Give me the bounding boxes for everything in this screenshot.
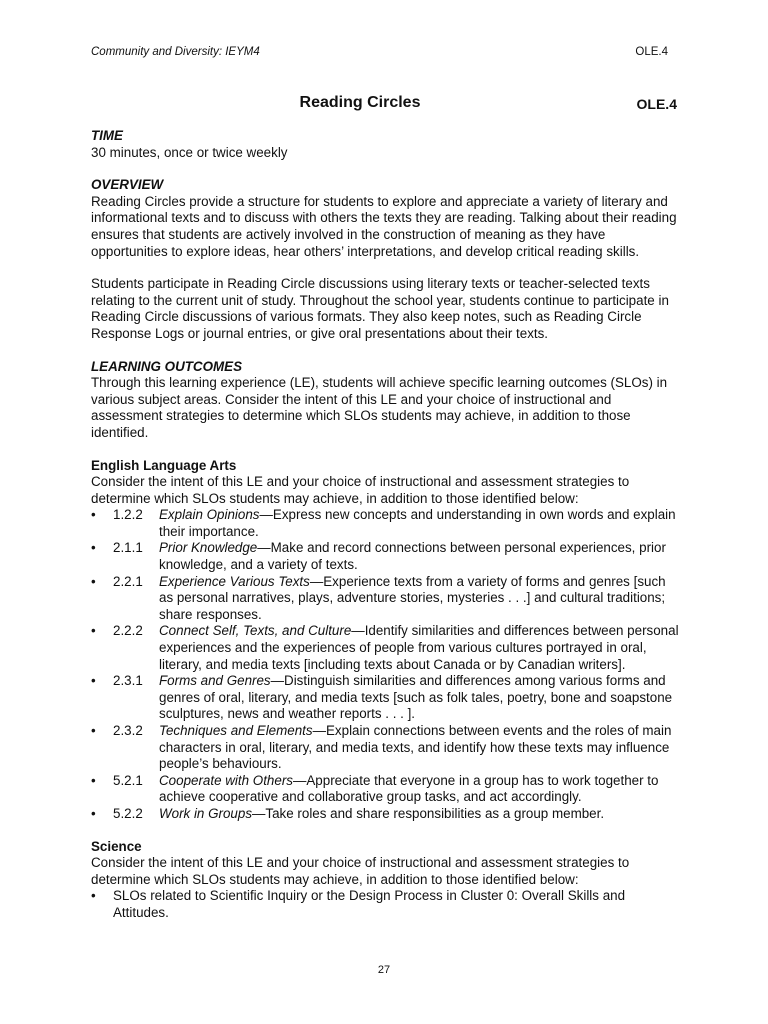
science-section (91, 839, 681, 922)
outcome-text: —Experience texts from a variety of forms and genres [such as personal narratives, plays, adventure stories, mysteries . . .] and cultural traditions; share responses. (159, 573, 666, 622)
list-item (91, 507, 681, 540)
bullet: • (91, 888, 96, 904)
overview-section (91, 177, 681, 342)
outcome-code: 2.3.2 (113, 723, 143, 738)
outcome-code: 5.2.2 (113, 805, 143, 821)
list-item (91, 574, 681, 624)
overview-heading: OVERVIEW (91, 177, 164, 193)
time-heading: TIME (91, 128, 123, 143)
outcome-term: Connect Self, Texts, and Culture (159, 623, 352, 639)
page-number: 27 (377, 964, 391, 976)
list-item (91, 773, 681, 806)
list-item (91, 888, 681, 921)
science-intro: Consider the intent of this LE and your choice of instructional and assessment strategies to determine which SLOs students may achieve, in addition to those identified below: (91, 855, 630, 887)
outcome-code: 2.3.1 (113, 673, 143, 689)
outcome-term: Experience Various Texts (159, 573, 310, 589)
learning-outcomes-section (91, 359, 681, 442)
list-item (91, 806, 681, 823)
outcome-term: Explain Opinions (159, 507, 260, 523)
running-header-code: OLE.4 (635, 46, 668, 58)
bullet: • (91, 723, 96, 738)
outcome-code: 2.2.1 (113, 573, 143, 589)
outcome-text: —Express new concepts and understanding in own words and explain their importance. (159, 507, 676, 539)
bullet: • (91, 805, 96, 821)
outcome-code: 5.2.1 (113, 772, 143, 788)
bullet: • (91, 507, 96, 523)
list-item (91, 540, 681, 573)
outcome-term: Forms and Genres (159, 673, 271, 689)
bullet: • (91, 540, 96, 556)
outcome-text: —Explain connections between events and the roles of main characters in oral, literary, and media texts, and identify how these texts may influence people’s behaviours. (159, 723, 672, 772)
outcome-text: —Distinguish similarities and differences among various forms and genres of oral, literary, and media texts [such as folk tales, poetry, bone and soapstone sculptures, news and weather reports . . . ]. (159, 673, 673, 722)
time-text: 30 minutes, once or twice weekly (91, 144, 288, 160)
list-item (91, 723, 681, 773)
ela-section (91, 458, 681, 823)
ela-heading: English Language Arts (91, 457, 237, 473)
outcome-code: 1.2.2 (113, 507, 143, 523)
ela-intro: Consider the intent of this LE and your choice of instructional and assessment strategies to determine which SLOs students may achieve, in addition to those identified below: (91, 474, 630, 506)
outcome-term: Work in Groups (159, 805, 253, 821)
bullet: • (91, 623, 96, 639)
science-outcome-list (91, 888, 681, 921)
time-section (91, 128, 681, 161)
running-header-title: Community and Diversity: IEYM4 (91, 46, 260, 58)
outcome-code: 2.1.1 (113, 540, 143, 556)
science-heading: Science (91, 838, 142, 854)
page-title: Reading Circles (299, 94, 421, 111)
list-item (91, 623, 681, 673)
list-item (91, 673, 681, 723)
outcome-text: —Take roles and share responsibilities as a group member. (252, 805, 605, 821)
overview-paragraph-2: Students participate in Reading Circle discussions using literary texts or teacher-selected texts relating to the current unit of study. Throughout the school year, students continue to participate in Reading Circle discussions of various formats. They also keep notes, such as Reading Circle Response Logs or journal entries, or give oral presentations about their texts. (91, 276, 669, 341)
title-code: OLE.4 (636, 96, 677, 112)
outcome-term: Prior Knowledge (159, 540, 258, 556)
bullet: • (91, 772, 96, 788)
science-item-text: SLOs related to Scientific Inquiry or the Design Process in Cluster 0: Overall Skills and Attitudes. (113, 888, 626, 920)
overview-paragraph-1: Reading Circles provide a structure for students to explore and appreciate a variety of literary and informational texts and to discuss with others the texts they are reading. Talking about their reading ensures that students are actively involved in the construction of meaning as they have opportunities to explore ideas, hear others’ interpretations, and develop critical reading skills. (91, 193, 677, 259)
learning-outcomes-text: Through this learning experience (LE), students will achieve specific learning outcomes (SLOs) in various subject areas. Consider the intent of this LE and your choice of instructional and assessment strategies to determine which SLOs students may achieve, in addition to those identified. (91, 375, 668, 440)
outcome-term: Techniques and Elements (159, 723, 313, 738)
outcome-code: 2.2.2 (113, 623, 143, 639)
bullet: • (91, 573, 96, 589)
outcome-text: —Make and record connections between personal experiences, prior knowledge, and a variety of texts. (159, 540, 666, 573)
outcome-text: —Identify similarities and differences between personal experiences and the experiences of people from various cultures portrayed in oral, literary, and media texts [including texts about Canada or by Canadian writers]. (159, 623, 679, 672)
bullet: • (91, 673, 96, 689)
document-body (91, 128, 681, 922)
ela-outcome-list (91, 507, 681, 822)
outcome-term: Cooperate with Others (159, 772, 293, 788)
outcome-text: —Appreciate that everyone in a group has to work together to achieve cooperative and collaborative group tasks, and act accordingly. (159, 772, 659, 805)
learning-outcomes-heading: LEARNING OUTCOMES (91, 358, 243, 374)
